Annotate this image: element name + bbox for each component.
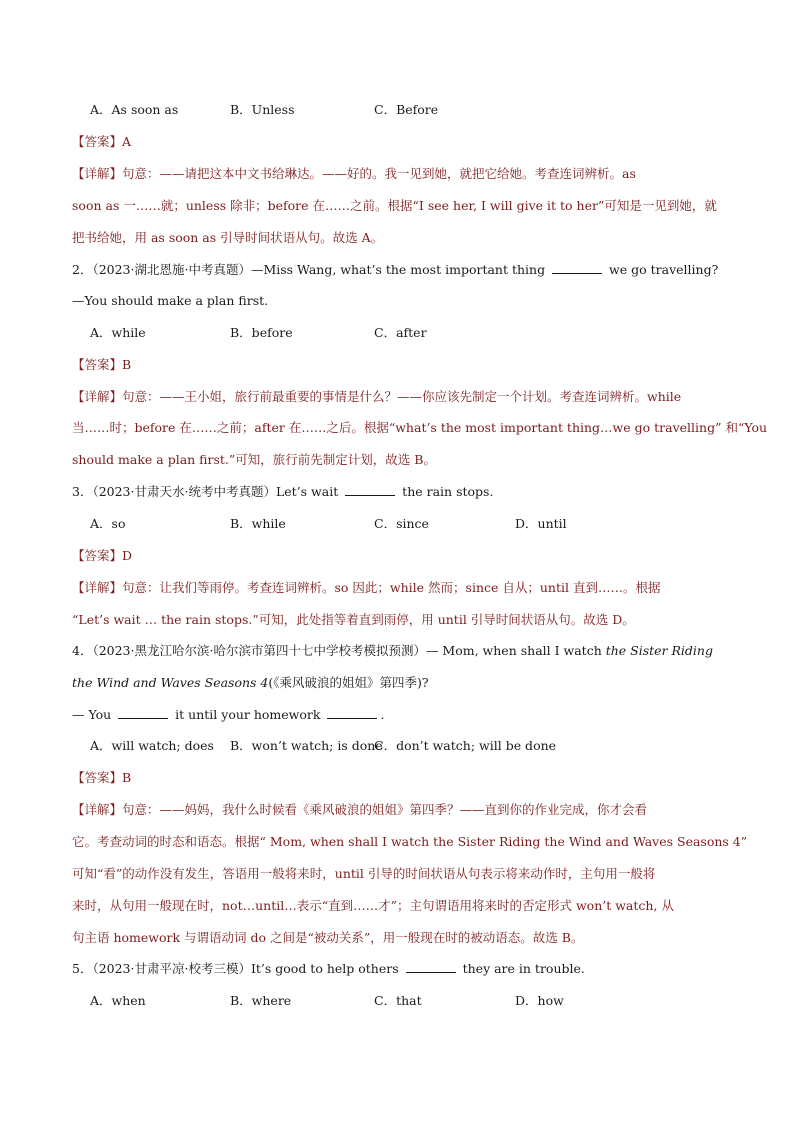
q1-option-c: C．Before bbox=[374, 102, 439, 117]
answer-blank bbox=[406, 960, 456, 973]
q2-detail-line-2: 当……时；before 在……之前；after 在……之后。根据“what’s the most important thing…we go travelling” 和“You bbox=[72, 420, 768, 435]
q1-answer bbox=[72, 132, 724, 152]
q1-detail-line-3: 把书给她，用 as soon as 引导时间状语从句。故选 A。 bbox=[72, 230, 384, 245]
q4-option-a: A．will watch; does bbox=[90, 738, 214, 753]
q4-stem-line-2: the Wind and Waves Seasons 4(《乘风破浪的姐姐》第四季)? bbox=[72, 675, 429, 690]
q3-option-b: B．while bbox=[230, 516, 286, 531]
q4-detail-line-2: 它。考查动词的时态和语态。根据“ Mom, when shall I watch the Sister Riding the Wind and Waves Seasons 4” bbox=[72, 834, 748, 849]
q4-detail-line-3: 可知“看”的动作没有发生，答语用一般将来时，until 引导的时间状语从句表示将来动作时，主句用一般将 bbox=[72, 866, 656, 881]
answer-blank bbox=[118, 706, 168, 719]
answer-blank bbox=[345, 483, 395, 496]
q5-option-c: C．that bbox=[374, 993, 422, 1008]
q4-option-b: B．won’t watch; is done bbox=[230, 738, 383, 753]
q1-detail-line-1: 【详解】句意：——请把这本中文书给琳达。——好的。我一见到她，就把它给她。考查连词辨析。as bbox=[72, 166, 636, 181]
answer-value: A bbox=[122, 134, 132, 149]
q3-option-a: A．so bbox=[90, 516, 126, 531]
q2-stem-line-2: —You should make a plan first. bbox=[72, 293, 269, 308]
answer-blank bbox=[552, 261, 602, 274]
q2-answer: 【答案】B bbox=[72, 357, 132, 372]
q5-option-b: B．where bbox=[230, 993, 292, 1008]
answer-blank bbox=[327, 706, 377, 719]
q4-option-c: C．don’t watch; will be done bbox=[374, 738, 557, 753]
q5-stem: 5．（2023·甘肃平凉·校考三模）It’s good to help others they are in trouble. bbox=[72, 961, 585, 976]
q3-detail-line-2: “Let’s wait … the rain stops.”可知，此处指等着直到雨停，用 until 引导时间状语从句。故选 D。 bbox=[72, 612, 635, 627]
q1-option-a: A．As soon as bbox=[90, 102, 179, 117]
q3-detail-line-1: 【详解】句意：让我们等雨停。考查连词辨析。so 因此；while 然而；since 自从；until 直到……。根据 bbox=[72, 580, 661, 595]
q2-detail-line-3: should make a plan first.”可知，旅行前先制定计划，故选 B。 bbox=[72, 452, 436, 467]
q4-stem-line-1: 4．（2023·黑龙江哈尔滨·哈尔滨市第四十七中学校考模拟预测）— Mom, when shall I watch the Sister Riding bbox=[72, 643, 713, 658]
q4-detail-line-4: 来时，从句用一般现在时，not…until…表示“直到……才”；主句谓语用将来时的否定形式 won’t watch, 从 bbox=[72, 898, 674, 913]
q3-answer: 【答案】D bbox=[72, 548, 133, 563]
q2-option-a: A．while bbox=[90, 325, 146, 340]
q4-detail-line-1: 【详解】句意：——妈妈，我什么时候看《乘风破浪的姐姐》第四季？——直到你的作业完成，你才会看 bbox=[72, 802, 648, 817]
q3-stem: 3．（2023·甘肃天水·统考中考真题）Let’s wait the rain stops. bbox=[72, 484, 494, 499]
q2-option-b: B．before bbox=[230, 325, 293, 340]
q3-option-c: C．since bbox=[374, 516, 429, 531]
q5-option-d: D．how bbox=[515, 993, 564, 1008]
q3-option-d: D．until bbox=[515, 516, 567, 531]
q2-option-c: C．after bbox=[374, 325, 427, 340]
q4-stem-line-3: — You it until your homework . bbox=[72, 707, 385, 722]
detail-label: 【详解】 bbox=[72, 166, 123, 181]
answer-label: 【答案】 bbox=[72, 134, 123, 149]
q5-option-a: A．when bbox=[90, 993, 146, 1008]
q2-detail-line-1: 【详解】句意：——王小姐，旅行前最重要的事情是什么？——你应该先制定一个计划。考查连词辨析。while bbox=[72, 389, 682, 404]
q4-detail-line-5: 句主语 homework 与谓语动词 do 之间是“被动关系”，用一般现在时的被动语态。故选 B。 bbox=[72, 930, 584, 945]
q4-answer: 【答案】B bbox=[72, 770, 132, 785]
q2-stem-line-1: 2．（2023·湖北恩施·中考真题）—Miss Wang, what’s the most important thing we go travelling? bbox=[72, 262, 719, 277]
q1-detail-line-2: soon as 一……就；unless 除非；before 在……之前。根据“I see her, I will give it to her”可知是一见到她，就 bbox=[72, 198, 717, 213]
q1-option-b: B．Unless bbox=[230, 102, 295, 117]
